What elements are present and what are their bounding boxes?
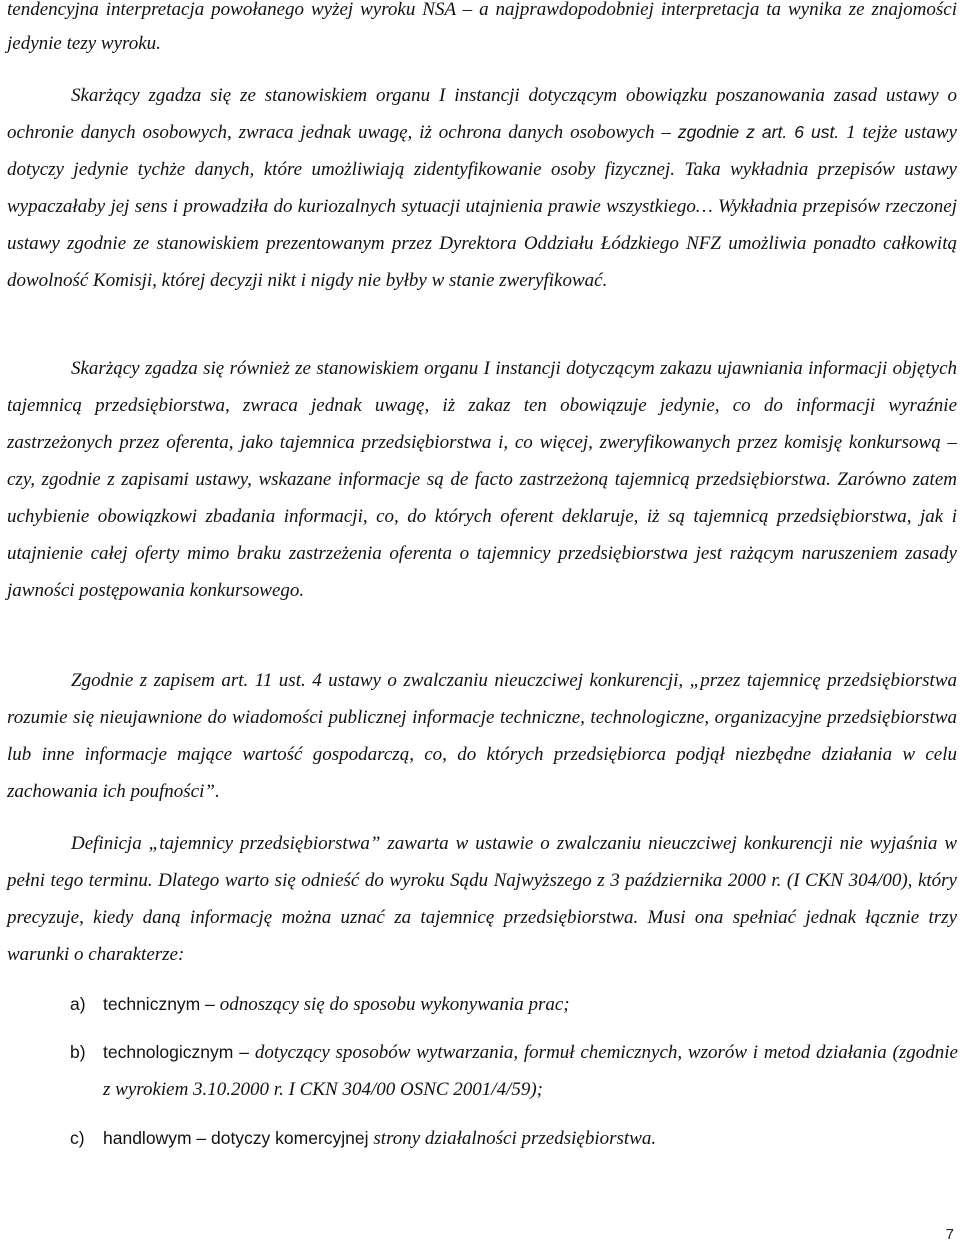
list-item-text: strony działalności przedsiębiorstwa. xyxy=(373,1128,657,1149)
list-item-lead: handlowym – dotyczy komercyjnej xyxy=(103,1128,374,1148)
paragraph-3-part-2: jedynie, co do informacji wyraźnie zastrzeżonych przez oferenta, jako tajemnica przedsiębiorstwa i, co więcej, zweryfikowanych przez komisję konkursową – czy, zgodnie z zapisami ustawy, wskazane informacje są de facto zastrzeżoną tajemnicą przedsiębiorstwa. Zarówno zatem uchybienie obowiązkowi zbadania informacji, co, do których oferent deklaruje, iż są tajemnicą przedsiębiorstwa, jak i utajnienie całej oferty mimo braku zastrzeżenia oferenta o tajemnicy przedsiębiorstwa jest rażącym naruszeniem zasady jawności postępowania konkursowego. xyxy=(7,395,958,601)
list-item-lead: technologicznym – xyxy=(103,1042,255,1062)
page-number: 7 xyxy=(945,1226,954,1243)
list-item-lead: technicznym – xyxy=(103,994,220,1014)
paragraph-continuation xyxy=(7,0,957,61)
list-item-technological xyxy=(70,1034,958,1108)
list-marker: c) xyxy=(70,1128,85,1148)
list-item-commercial xyxy=(70,1120,958,1157)
paragraph-2-part-2: zgodnie z art. 6 ust. xyxy=(677,122,840,142)
list-item-text: odnoszący się do sposobu wykonywania prac; xyxy=(219,994,570,1015)
list-marker: a) xyxy=(70,994,86,1014)
paragraph-1-text: tendencyjna interpretacja powołanego wyżej wyroku NSA – a najprawdopodobniej interpretacja ta wynika ze znajomości jedynie tezy wyroku. xyxy=(7,0,957,54)
paragraph-personal-data xyxy=(7,77,957,299)
paragraph-4-text: Zgodnie z zapisem art. 11 ust. 4 ustawy o zwalczaniu nieuczciwej konkurencji, „przez tajemnicę przedsiębiorstwa rozumie się nieujawnione do wiadomości publicznej informacje techniczne, technologiczne, organizacyjne przedsiębiorstwa lub inne informacje mające wartość gospodarczą, co, do których przedsiębiorca podjął niezbędne działania w celu zachowania ich poufności”. xyxy=(7,670,957,802)
paragraph-5-text: Definicja „tajemnicy przedsiębiorstwa” zawarta w ustawie o zwalczaniu nieuczciwej konkurencji nie wyjaśnia w pełni tego terminu. Dlatego warto się odnieść do wyroku Sądu Najwyższego z 3 października 2000 r. (I CKN 304/00), który precyzuje, kiedy daną informację można uznać za tajemnicę przedsiębiorstwa. Musi ona spełniać jednak łącznie trzy warunki o charakterze: xyxy=(7,833,957,965)
list-marker: b) xyxy=(70,1042,86,1062)
paragraph-2-part-1: Skarżący zgadza się ze stanowiskiem organu I instancji dotyczącym obowiązku poszanowania zasad ustawy o ochronie danych osobowych, zwraca jednak uwagę, iż ochrona danych osobowych – xyxy=(7,85,957,143)
paragraph-art-11-quote xyxy=(7,662,957,810)
list-item-text: dotyczący sposobów wytwarzania, formuł chemicznych, wzorów i metod działania (zgodnie z wyrokiem 3.10.2000 r. I CKN 304/00 OSNC 2001/4/59); xyxy=(103,1042,958,1100)
paragraph-trade-secret-ban xyxy=(7,350,957,609)
paragraph-3-part-1: Skarżący zgadza się również ze stanowiskiem organu I instancji dotyczącym zakazu ujawniania informacji objętych tajemnicą przedsiębiorstwa, zwraca jednak uwagę, iż zakaz ten obowiązuje xyxy=(7,358,957,416)
paragraph-definition xyxy=(7,825,957,973)
list-item-technical xyxy=(70,986,958,1023)
paragraph-2-part-3: 1 tejże ustawy dotyczy jedynie tychże danych, które umożliwiają zidentyfikowanie osoby fizycznej. Taka wykładnia przepisów ustawy wypaczałaby jej sens i prowadziła do kuriozalnych sytuacji utajnienia prawie wszystkiego… Wykładnia przepisów rzeczonej ustawy zgodnie ze stanowiskiem prezentowanym przez Dyrektora Oddziału Łódzkiego NFZ umożliwia ponadto całkowitą dowolność Komisji, której decyzji nikt i nigdy nie byłby w stanie zweryfikować. xyxy=(7,122,957,291)
